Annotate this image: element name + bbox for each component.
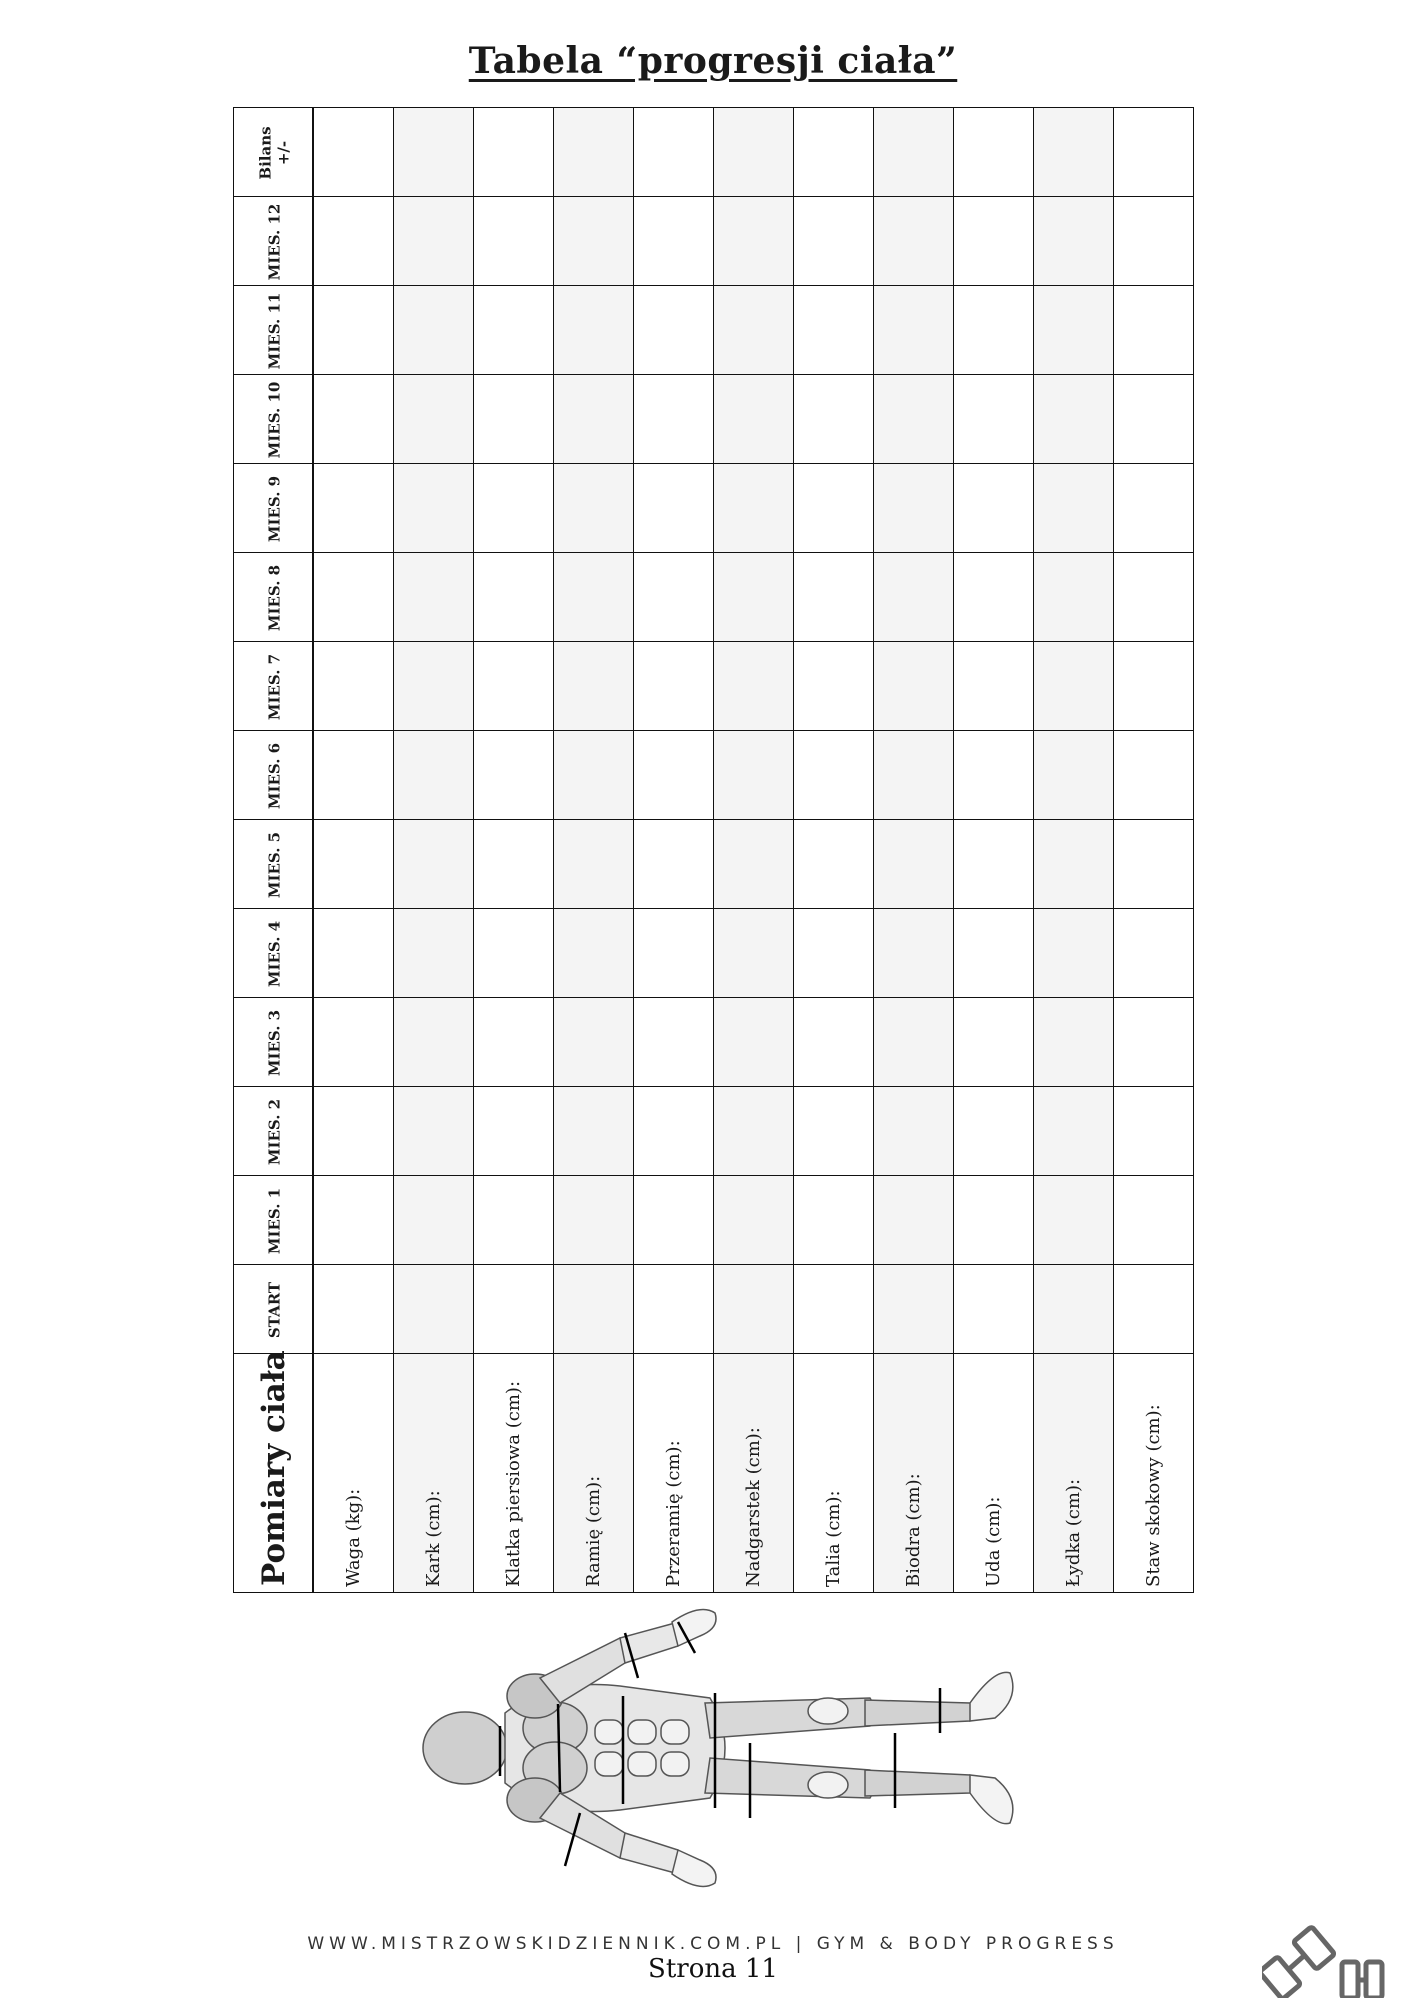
month-header-cell	[233, 196, 313, 286]
measurement-entry-cell[interactable]	[633, 908, 714, 998]
month-label: MIES. 7	[265, 653, 283, 720]
measurement-entry-cell[interactable]	[393, 1086, 474, 1176]
measurement-entry-cell[interactable]	[473, 730, 554, 820]
balance-header-cell	[233, 107, 313, 197]
measurement-label: Staw skokowy (cm):	[1143, 1404, 1164, 1587]
measurement-entry-cell[interactable]	[633, 1264, 714, 1354]
measurement-entry-cell[interactable]	[713, 641, 794, 731]
measurement-entry-cell[interactable]	[393, 1264, 474, 1354]
measurement-entry-cell[interactable]	[953, 1175, 1034, 1265]
measurement-entry-cell[interactable]	[1033, 819, 1114, 909]
measurement-entry-cell[interactable]	[393, 819, 474, 909]
measurement-entry-cell[interactable]	[873, 463, 954, 553]
measurement-entry-cell[interactable]	[793, 196, 874, 286]
measurement-entry-cell[interactable]	[1033, 196, 1114, 286]
measurement-entry-cell[interactable]	[553, 107, 634, 197]
measurement-entry-cell[interactable]	[473, 1264, 554, 1354]
balance-label	[234, 108, 314, 197]
month-label: MIES. 12	[265, 203, 283, 280]
measurement-entry-cell[interactable]	[1113, 107, 1194, 197]
measurement-entry-cell[interactable]	[633, 819, 714, 909]
measurement-entry-cell[interactable]	[473, 463, 554, 553]
measurement-entry-cell[interactable]	[953, 730, 1034, 820]
measurement-entry-cell[interactable]	[1033, 1086, 1114, 1176]
measurement-entry-cell[interactable]	[953, 196, 1034, 286]
month-header-cell	[233, 1086, 313, 1176]
measurement-entry-cell[interactable]	[1113, 463, 1194, 553]
measurement-entry-cell[interactable]	[1033, 285, 1114, 375]
measurement-entry-cell[interactable]	[553, 997, 634, 1087]
measurement-entry-cell[interactable]	[633, 285, 714, 375]
page-number: Strona 11	[648, 1954, 778, 1984]
measurement-entry-cell[interactable]	[393, 196, 474, 286]
measurement-entry-cell[interactable]	[553, 819, 634, 909]
measurement-entry-cell[interactable]	[553, 552, 634, 642]
measurement-entry-cell[interactable]	[473, 819, 554, 909]
measurement-entry-cell[interactable]	[953, 641, 1034, 731]
body-measurement-figure-icon	[410, 1608, 1030, 1888]
measurement-entry-cell[interactable]	[313, 552, 394, 642]
measurement-label-cell	[873, 1353, 954, 1593]
measurement-entry-cell[interactable]	[1113, 1086, 1194, 1176]
measurement-entry-cell[interactable]	[553, 463, 634, 553]
month-header-cell	[233, 374, 313, 464]
measurement-entry-cell[interactable]	[793, 1175, 874, 1265]
measurement-entry-cell[interactable]	[313, 463, 394, 553]
measurement-entry-cell[interactable]	[713, 552, 794, 642]
measurement-entry-cell[interactable]	[713, 463, 794, 553]
month-header-cell	[233, 1175, 313, 1265]
measurement-entry-cell[interactable]	[713, 908, 794, 998]
measurement-entry-cell[interactable]	[793, 641, 874, 731]
measurement-entry-cell[interactable]	[473, 1175, 554, 1265]
measurement-entry-cell[interactable]	[713, 997, 794, 1087]
measurement-label-cell	[393, 1353, 474, 1593]
month-label: MIES. 1	[265, 1187, 283, 1254]
month-header-cell	[233, 730, 313, 820]
measurement-entry-cell[interactable]	[553, 730, 634, 820]
measurement-entry-cell[interactable]	[633, 463, 714, 553]
measurement-entry-cell[interactable]	[313, 908, 394, 998]
measurement-entry-cell[interactable]	[1033, 997, 1114, 1087]
measurement-entry-cell[interactable]	[633, 641, 714, 731]
measurement-entry-cell[interactable]	[393, 997, 474, 1087]
measurement-entry-cell[interactable]	[393, 463, 474, 553]
measurement-entry-cell[interactable]	[1113, 997, 1194, 1087]
measurement-entry-cell[interactable]	[873, 819, 954, 909]
measurement-entry-cell[interactable]	[873, 641, 954, 731]
balance-label-line2: +/-	[274, 140, 292, 165]
measurement-label: Kark (cm):	[423, 1490, 444, 1587]
measurement-entry-cell[interactable]	[633, 196, 714, 286]
measurement-label: Nadgarstek (cm):	[743, 1427, 764, 1587]
measurement-entry-cell[interactable]	[713, 1086, 794, 1176]
measurement-entry-cell[interactable]	[953, 819, 1034, 909]
measurement-label: Przeramię (cm):	[663, 1440, 684, 1587]
measurement-entry-cell[interactable]	[473, 1086, 554, 1176]
measurement-entry-cell[interactable]	[633, 1086, 714, 1176]
measurement-entry-cell[interactable]	[313, 1264, 394, 1354]
measurement-entry-cell[interactable]	[1033, 463, 1114, 553]
measurement-entry-cell[interactable]	[313, 819, 394, 909]
measurement-entry-cell[interactable]	[1033, 374, 1114, 464]
month-label: MIES. 10	[265, 381, 283, 458]
measurement-entry-cell[interactable]	[713, 196, 794, 286]
measurement-entry-cell[interactable]	[1033, 552, 1114, 642]
measurement-entry-cell[interactable]	[953, 285, 1034, 375]
balance-label-line1: Bilans	[256, 125, 274, 180]
month-header-cell	[233, 463, 313, 553]
measurement-entry-cell[interactable]	[793, 107, 874, 197]
measurement-entry-cell[interactable]	[473, 641, 554, 731]
measurement-entry-cell[interactable]	[793, 997, 874, 1087]
month-label: MIES. 11	[265, 292, 283, 369]
month-label: MIES. 5	[265, 831, 283, 898]
measurement-entry-cell[interactable]	[1033, 1264, 1114, 1354]
measurement-entry-cell[interactable]	[473, 908, 554, 998]
measurement-label-cell	[793, 1353, 874, 1593]
measurement-entry-cell[interactable]	[553, 1175, 634, 1265]
measurement-entry-cell[interactable]	[873, 1264, 954, 1354]
measurement-entry-cell[interactable]	[553, 374, 634, 464]
measurement-entry-cell[interactable]	[393, 552, 474, 642]
measurement-entry-cell[interactable]	[633, 107, 714, 197]
measurement-entry-cell[interactable]	[1113, 196, 1194, 286]
measurement-entry-cell[interactable]	[633, 997, 714, 1087]
measurement-entry-cell[interactable]	[713, 1264, 794, 1354]
measurement-entry-cell[interactable]	[1113, 908, 1194, 998]
measurement-entry-cell[interactable]	[393, 641, 474, 731]
measurement-label: Waga (kg):	[343, 1488, 364, 1587]
measurement-entry-cell[interactable]	[313, 107, 394, 197]
measurement-entry-cell[interactable]	[473, 107, 554, 197]
measurement-entry-cell[interactable]	[1113, 285, 1194, 375]
measurement-entry-cell[interactable]	[393, 374, 474, 464]
measurement-entry-cell[interactable]	[1113, 1175, 1194, 1265]
dumbbell-icon	[1262, 1908, 1412, 1998]
month-header-cell	[233, 819, 313, 909]
measurement-entry-cell[interactable]	[793, 374, 874, 464]
measurement-entry-cell[interactable]	[553, 1264, 634, 1354]
measurement-label: Klatka piersiowa (cm):	[503, 1380, 524, 1587]
measurement-entry-cell[interactable]	[793, 908, 874, 998]
measurement-entry-cell[interactable]	[873, 1175, 954, 1265]
table-header-cell	[233, 1350, 313, 1593]
measurement-entry-cell[interactable]	[393, 908, 474, 998]
measurement-entry-cell[interactable]	[953, 1086, 1034, 1176]
measurement-entry-cell[interactable]	[633, 730, 714, 820]
measurement-entry-cell[interactable]	[393, 107, 474, 197]
measurement-entry-cell[interactable]	[953, 107, 1034, 197]
measurement-entry-cell[interactable]	[793, 552, 874, 642]
measurement-entry-cell[interactable]	[793, 285, 874, 375]
measurement-entry-cell[interactable]	[633, 374, 714, 464]
measurement-entry-cell[interactable]	[793, 463, 874, 553]
measurement-entry-cell[interactable]	[473, 997, 554, 1087]
measurement-entry-cell[interactable]	[313, 730, 394, 820]
measurement-entry-cell[interactable]	[713, 819, 794, 909]
measurement-entry-cell[interactable]	[953, 908, 1034, 998]
measurement-label-cell	[473, 1353, 554, 1593]
measurement-entry-cell[interactable]	[713, 107, 794, 197]
measurement-label: Talia (cm):	[823, 1490, 844, 1587]
measurement-entry-cell[interactable]	[953, 997, 1034, 1087]
measurement-entry-cell[interactable]	[873, 196, 954, 286]
measurement-entry-cell[interactable]	[1113, 374, 1194, 464]
measurement-label: Łydka (cm):	[1063, 1478, 1084, 1587]
measurement-entry-cell[interactable]	[873, 997, 954, 1087]
measurement-entry-cell[interactable]	[1033, 1175, 1114, 1265]
measurement-label-cell	[953, 1353, 1034, 1593]
measurement-entry-cell[interactable]	[873, 552, 954, 642]
measurement-entry-cell[interactable]	[1033, 107, 1114, 197]
measurement-entry-cell[interactable]	[473, 374, 554, 464]
month-header-cell	[233, 908, 313, 998]
measurement-entry-cell[interactable]	[393, 285, 474, 375]
measurement-entry-cell[interactable]	[953, 374, 1034, 464]
body-progress-table	[233, 107, 1193, 1597]
measurement-entry-cell[interactable]	[793, 730, 874, 820]
measurement-entry-cell[interactable]	[553, 641, 634, 731]
measurement-label-cell	[1033, 1353, 1114, 1593]
measurement-entry-cell[interactable]	[313, 285, 394, 375]
measurement-entry-cell[interactable]	[313, 1086, 394, 1176]
measurement-entry-cell[interactable]	[633, 552, 714, 642]
measurement-entry-cell[interactable]	[553, 908, 634, 998]
measurement-entry-cell[interactable]	[313, 1175, 394, 1265]
measurement-entry-cell[interactable]	[1113, 552, 1194, 642]
month-label: MIES. 6	[265, 742, 283, 809]
measurement-entry-cell[interactable]	[873, 107, 954, 197]
measurement-entry-cell[interactable]	[873, 1086, 954, 1176]
month-header-cell	[233, 997, 313, 1087]
measurement-entry-cell[interactable]	[1033, 730, 1114, 820]
measurement-label-cell	[1113, 1353, 1194, 1593]
measurement-entry-cell[interactable]	[953, 463, 1034, 553]
month-label: MIES. 9	[265, 475, 283, 542]
measurement-entry-cell[interactable]	[313, 641, 394, 731]
month-label: MIES. 8	[265, 564, 283, 631]
measurement-entry-cell[interactable]	[793, 1264, 874, 1354]
measurement-entry-cell[interactable]	[553, 1086, 634, 1176]
measurement-label: Ramię (cm):	[583, 1475, 604, 1587]
measurement-entry-cell[interactable]	[393, 730, 474, 820]
measurement-entry-cell[interactable]	[473, 285, 554, 375]
measurement-entry-cell[interactable]	[313, 374, 394, 464]
measurement-label-cell	[553, 1353, 634, 1593]
measurement-entry-cell[interactable]	[313, 196, 394, 286]
measurement-entry-cell[interactable]	[873, 730, 954, 820]
measurement-entry-cell[interactable]	[473, 552, 554, 642]
measurement-entry-cell[interactable]	[713, 374, 794, 464]
measurement-entry-cell[interactable]	[313, 997, 394, 1087]
month-header-cell	[233, 641, 313, 731]
measurement-entry-cell[interactable]	[393, 1175, 474, 1265]
measurement-entry-cell[interactable]	[553, 196, 634, 286]
measurement-entry-cell[interactable]	[713, 730, 794, 820]
month-label: MIES. 3	[265, 1009, 283, 1076]
measurement-label: Uda (cm):	[983, 1496, 1004, 1587]
measurement-entry-cell[interactable]	[1113, 730, 1194, 820]
measurement-entry-cell[interactable]	[873, 285, 954, 375]
page-title: Tabela “progresji ciała”	[468, 40, 958, 82]
measurement-entry-cell[interactable]	[1113, 641, 1194, 731]
measurement-label-cell	[713, 1353, 794, 1593]
month-label: MIES. 4	[265, 920, 283, 987]
measurement-entry-cell[interactable]	[553, 285, 634, 375]
measurement-entry-cell[interactable]	[873, 374, 954, 464]
measurement-entry-cell[interactable]	[473, 196, 554, 286]
month-header-cell	[233, 1264, 313, 1354]
measurement-entry-cell[interactable]	[633, 1175, 714, 1265]
measurement-entry-cell[interactable]	[713, 285, 794, 375]
measurement-entry-cell[interactable]	[1033, 641, 1114, 731]
measurement-entry-cell[interactable]	[1113, 1264, 1194, 1354]
footer-website: WWW.MISTRZOWSKIDZIENNIK.COM.PL | GYM & BODY PROGRESS	[307, 1934, 1119, 1954]
month-header-cell	[233, 552, 313, 642]
month-header-cell	[233, 285, 313, 375]
measurement-entry-cell[interactable]	[1033, 908, 1114, 998]
measurement-entry-cell[interactable]	[713, 1175, 794, 1265]
measurement-label: Biodra (cm):	[903, 1473, 924, 1587]
measurement-entry-cell[interactable]	[953, 1264, 1034, 1354]
measurement-entry-cell[interactable]	[873, 908, 954, 998]
table-header-label: Pomiary ciała	[256, 1350, 292, 1586]
month-label: MIES. 2	[265, 1098, 283, 1165]
measurement-entry-cell[interactable]	[793, 819, 874, 909]
measurement-label-cell	[313, 1353, 394, 1593]
measurement-entry-cell[interactable]	[953, 552, 1034, 642]
measurement-label-cell	[633, 1353, 714, 1593]
measurement-entry-cell[interactable]	[1113, 819, 1194, 909]
month-label: START	[265, 1281, 283, 1338]
measurement-entry-cell[interactable]	[793, 1086, 874, 1176]
